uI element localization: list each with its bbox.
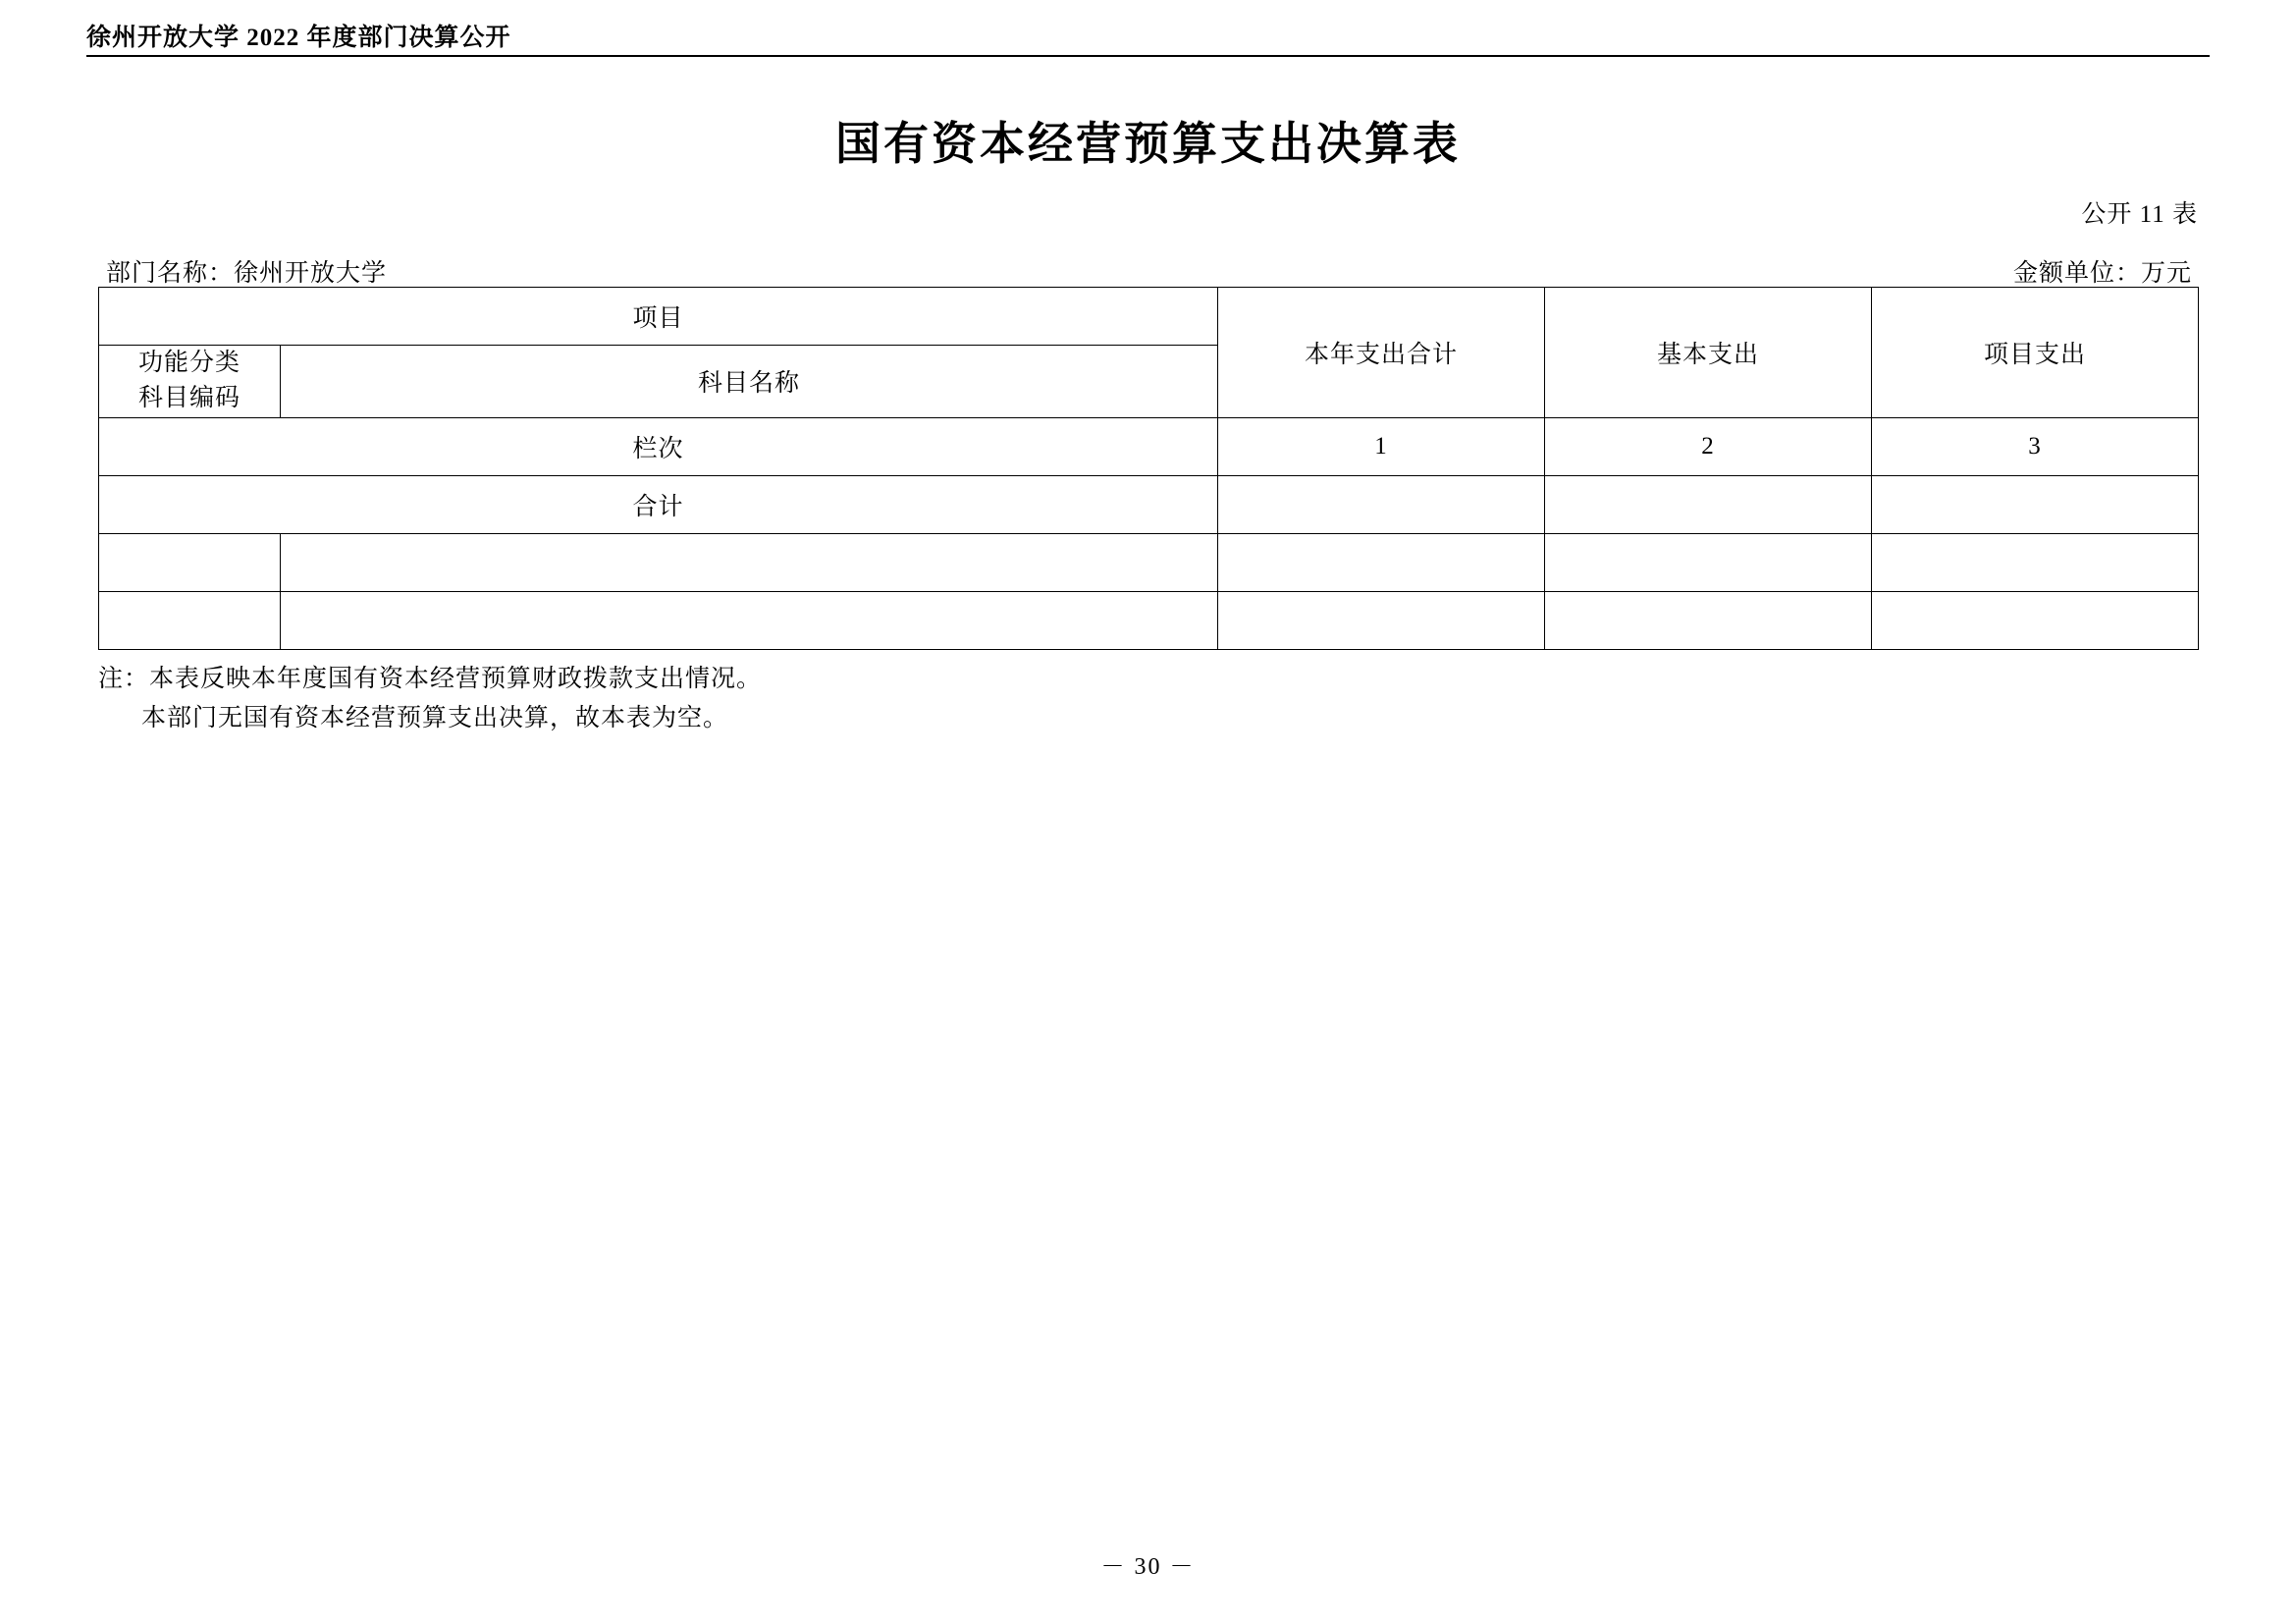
row-basic-value xyxy=(1545,475,1872,533)
budget-table-wrapper xyxy=(98,287,2198,650)
row-total-value xyxy=(1218,533,1545,591)
row-label-total: 合计 xyxy=(99,475,1218,533)
lanci-label: 栏次 xyxy=(99,417,1218,475)
row-project-value xyxy=(1872,475,2199,533)
row-code-value xyxy=(99,591,281,649)
budget-table xyxy=(98,287,2199,650)
note-line-1: 注：本表反映本年度国有资本经营预算财政拨款支出情况。 xyxy=(98,666,763,692)
header-cell-function-code-line2: 科目编码 xyxy=(137,385,240,412)
meta-row xyxy=(98,253,2198,289)
amount-unit: 金额单位：万元 xyxy=(2012,260,2192,287)
row-basic-value xyxy=(1545,591,1872,649)
table-row-group-header xyxy=(99,288,2199,346)
header-divider xyxy=(86,55,2210,57)
header-cell-function-code-line1: 功能分类 xyxy=(137,350,240,376)
note-line-2: 本部门无国有资本经营预算支出决算，故本表为空。 xyxy=(141,705,729,731)
row-total-value xyxy=(1218,591,1545,649)
header-cell-project-exp: 项目支出 xyxy=(1872,288,2199,418)
table-row xyxy=(99,475,2199,533)
sheet-label: 公开 11 表 xyxy=(2081,201,2198,228)
page-title: 国有资本经营预算支出决算表 xyxy=(835,119,1461,169)
row-project-value xyxy=(1872,591,2199,649)
lanci-value-2: 2 xyxy=(1545,417,1872,475)
lanci-value-1: 1 xyxy=(1218,417,1545,475)
department-name: 部门名称：徐州开放大学 xyxy=(106,260,388,287)
table-row xyxy=(99,533,2199,591)
row-basic-value xyxy=(1545,533,1872,591)
header-cell-basic: 基本支出 xyxy=(1545,288,1872,418)
page-header xyxy=(86,18,2210,59)
lanci-value-3: 3 xyxy=(1872,417,2199,475)
row-total-value xyxy=(1218,475,1545,533)
page-number: － 30 － xyxy=(1100,1554,1196,1580)
header-cell-subject-name: 科目名称 xyxy=(281,346,1218,418)
header-cell-total: 本年支出合计 xyxy=(1218,288,1545,418)
row-name-value xyxy=(281,591,1218,649)
running-title: 徐州开放大学 2022 年度部门决算公开 xyxy=(86,25,511,51)
header-cell-project: 项目 xyxy=(99,288,1218,346)
row-name-value xyxy=(281,533,1218,591)
header-cell-function-code xyxy=(99,346,281,418)
table-notes xyxy=(98,660,762,738)
table-row-lanci xyxy=(99,417,2199,475)
table-row xyxy=(99,591,2199,649)
row-project-value xyxy=(1872,533,2199,591)
row-code-value xyxy=(99,533,281,591)
